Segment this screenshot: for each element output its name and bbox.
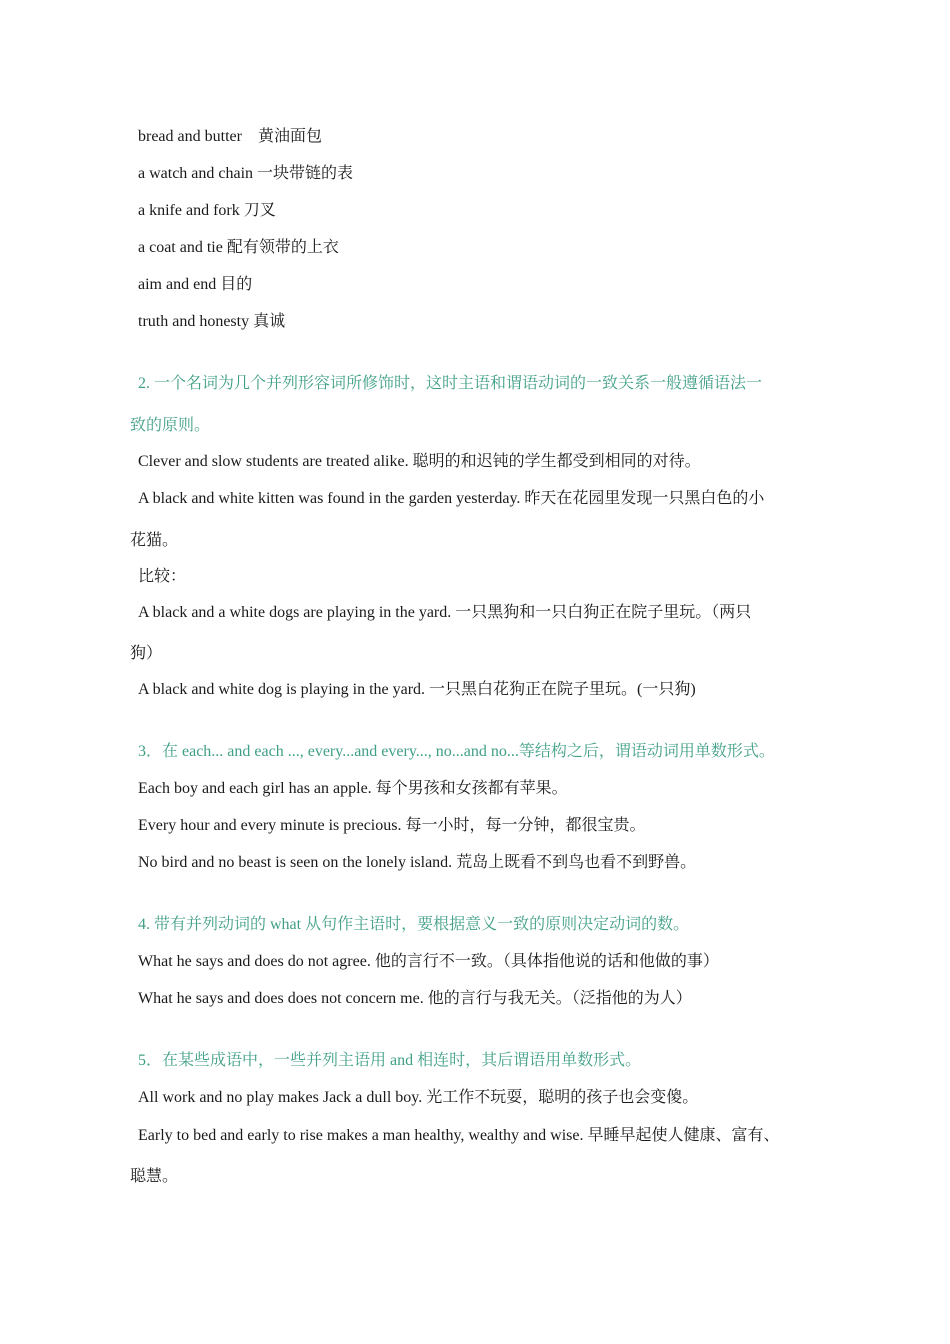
section-4-example-1: What he says and does do not agree. 他的言行不一致。（具体指他说的话和他做的事）	[138, 953, 719, 970]
section-5-heading: 5．在某些成语中，一些并列主语用 and 相连时，其后谓语用单数形式。	[138, 1052, 642, 1069]
section-2-example-3-cont: 狗）	[130, 645, 163, 662]
section-5-example-2-cont: 聪慧。	[130, 1168, 179, 1185]
section-3-example-1: Each boy and each girl has an apple. 每个男孩和女孩都有苹果。	[138, 780, 568, 797]
section-2-example-2-cont: 花猫。	[130, 532, 179, 549]
vocab-item-watch-and-chain: a watch and chain 一块带链的表	[138, 165, 354, 182]
vocab-item-coat-and-tie: a coat and tie 配有领带的上衣	[138, 239, 339, 256]
section-2-compare-label: 比较：	[138, 568, 187, 585]
vocab-item-bread-and-butter: bread and butter 黄油面包	[138, 128, 322, 145]
section-3-heading: 3．在 each... and each ..., every...and every..., no...and no...等结构之后，谓语动词用单数形式。	[138, 743, 775, 760]
section-5-example-2: Early to bed and early to rise makes a man healthy, wealthy and wise. 早睡早起使人健康、富有、	[138, 1127, 780, 1144]
vocab-item-knife-and-fork: a knife and fork 刀叉	[138, 202, 276, 219]
section-2-example-2: A black and white kitten was found in the garden yesterday. 昨天在花园里发现一只黑白色的小	[138, 490, 765, 507]
section-2-example-1: Clever and slow students are treated alike. 聪明的和迟钝的学生都受到相同的对待。	[138, 453, 701, 470]
section-4-heading: 4. 带有并列动词的 what 从句作主语时，要根据意义一致的原则决定动词的数。	[138, 916, 690, 933]
section-3-example-3: No bird and no beast is seen on the lonely island. 荒岛上既看不到鸟也看不到野兽。	[138, 854, 697, 871]
section-2-heading: 2. 一个名词为几个并列形容词所修饰时，这时主语和谓语动词的一致关系一般遵循语法一	[138, 375, 763, 392]
section-5-example-1: All work and no play makes Jack a dull boy. 光工作不玩耍，聪明的孩子也会变傻。	[138, 1089, 699, 1106]
section-4-example-2: What he says and does does not concern me. 他的言行与我无关。（泛指他的为人）	[138, 990, 692, 1007]
section-2-heading-cont: 致的原则。	[130, 417, 211, 434]
section-3-example-2: Every hour and every minute is precious. 每一小时，每一分钟，都很宝贵。	[138, 817, 646, 834]
vocab-item-aim-and-end: aim and end 目的	[138, 276, 253, 293]
vocab-item-truth-and-honesty: truth and honesty 真诚	[138, 313, 286, 330]
section-2-example-4: A black and white dog is playing in the yard. 一只黑白花狗正在院子里玩。(一只狗)	[138, 681, 696, 698]
section-2-example-3: A black and a white dogs are playing in the yard. 一只黑狗和一只白狗正在院子里玩。（两只	[138, 604, 752, 621]
